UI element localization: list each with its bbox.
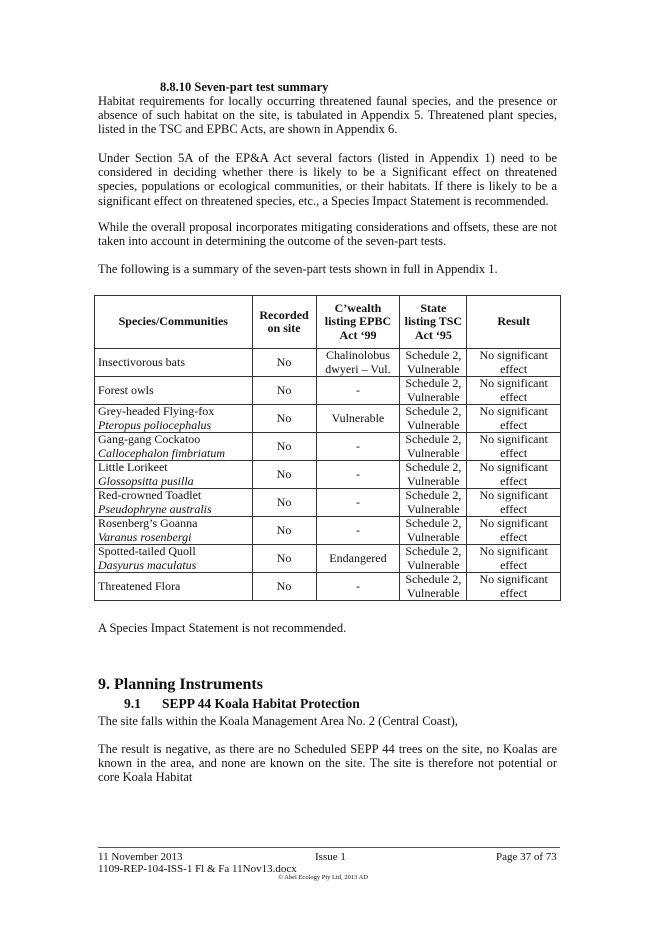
species-common-name: Threatened Flora [98,578,181,593]
cell-recorded: No [252,489,316,517]
cell-state: Schedule 2, Vulnerable [400,545,467,573]
species-scientific-name: Varanus rosenbergi [98,529,192,544]
species-common-name: Insectivorous bats [98,354,185,369]
paragraph-habitat: Habitat requirements for locally occurring threatened faunal species, and the presence or absence of such habitat on the site, is tabulated in Appendix 5. Threatened plant species, listed in the TSC and EPBC Acts, are shown in Appendix 6. [98,94,557,137]
cell-species [95,461,253,489]
cell-species [95,377,253,405]
planning-heading: 9. Planning Instruments [98,676,263,693]
cell-result: No significant effect [467,405,561,433]
cell-result: No significant effect [467,461,561,489]
header-species: Species/Communities [95,296,253,349]
species-common-name: Grey-headed Flying-fox [98,404,215,418]
cell-recorded: No [252,545,316,573]
species-common-name: Little Lorikeet [98,460,168,474]
species-common-name: Gang-gang Cockatoo [98,432,201,446]
cell-state: Schedule 2, Vulnerable [400,349,467,377]
cell-result: No significant effect [467,433,561,461]
sepp44-subheading [124,696,360,712]
cell-recorded: No [252,573,316,601]
cell-result: No significant effect [467,349,561,377]
footer-date: 11 November 2013 [98,851,183,863]
cell-recorded: No [252,433,316,461]
cell-species [95,545,253,573]
cell-cwealth: Vulnerable [316,405,400,433]
cell-species [95,489,253,517]
paragraph-koala-area: The site falls within the Koala Management Area No. 2 (Central Coast), [98,714,458,728]
species-scientific-name: Dasyurus maculatus [98,557,197,572]
table-header-row [95,296,561,349]
cell-state: Schedule 2, Vulnerable [400,433,467,461]
footer-issue: Issue 1 [315,851,346,863]
cell-result: No significant effect [467,517,561,545]
species-common-name: Rosenberg’s Goanna [98,516,198,530]
cell-species [95,349,253,377]
table-row [95,405,561,433]
seven-part-test-table [94,295,561,601]
table-row [95,545,561,573]
table-row [95,489,561,517]
cell-state: Schedule 2, Vulnerable [400,461,467,489]
cell-recorded: No [252,517,316,545]
species-common-name: Spotted-tailed Quoll [98,544,196,558]
cell-result: No significant effect [467,489,561,517]
cell-result: No significant effect [467,573,561,601]
header-recorded: Recorded on site [252,296,316,349]
header-result: Result [467,296,561,349]
cell-species [95,517,253,545]
cell-result: No significant effect [467,545,561,573]
table-row [95,349,561,377]
cell-cwealth: - [316,377,400,405]
species-common-name: Red-crowned Toadlet [98,488,202,502]
species-common-name: Forest owls [98,382,154,397]
paragraph-section-5a: Under Section 5A of the EP&A Act several factors (listed in Appendix 1) need to be considered in deciding whether there is likely to be a Significant effect on threatened species, populations or ecological communities, or their habitats. If there is likely to be a significant effect on threatened species, etc., a Species Impact Statement is recommended. [98,151,557,208]
cell-cwealth: - [316,433,400,461]
paragraph-mitigation: While the overall proposal incorporates mitigating considerations and offsets, these are not taken into account in determining the outcome of the seven-part tests. [98,220,557,249]
paragraph-koala-result: The result is negative, as there are no Scheduled SEPP 44 trees on the site, no Koalas are known in the area, and none are known on the site. The site is therefore not potential or core Koala Habitat [98,742,557,785]
footer-copyright: © Abel Ecology Pty Ltd, 2013 AD [278,874,368,881]
table-row [95,517,561,545]
table-row [95,377,561,405]
cell-species [95,405,253,433]
cell-cwealth: - [316,517,400,545]
section-heading: 8.8.10 Seven-part test summary [160,80,329,94]
cell-cwealth: Chalinolobus dwyeri – Vul. [316,349,400,377]
table-row [95,461,561,489]
cell-recorded: No [252,349,316,377]
cell-species [95,573,253,601]
cell-state: Schedule 2, Vulnerable [400,377,467,405]
paragraph-summary-intro: The following is a summary of the seven-part tests shown in full in Appendix 1. [98,262,498,276]
cell-result: No significant effect [467,377,561,405]
header-state: State listing TSC Act ‘95 [400,296,467,349]
cell-cwealth: Endangered [316,545,400,573]
cell-recorded: No [252,405,316,433]
cell-cwealth: - [316,573,400,601]
cell-state: Schedule 2, Vulnerable [400,517,467,545]
subheading-title: SEPP 44 Koala Habitat Protection [162,696,360,711]
species-scientific-name: Pseudophryne australis [98,501,212,516]
cell-cwealth: - [316,489,400,517]
footer-docref: 1109-REP-104-ISS-1 Fl & Fa 11Nov13.docx [98,863,297,875]
header-cwealth: C’wealth listing EPBC Act ‘99 [316,296,400,349]
species-scientific-name: Glossopsitta pusilla [98,473,194,488]
cell-state: Schedule 2, Vulnerable [400,573,467,601]
cell-species [95,433,253,461]
species-scientific-name: Callocephalon fimbriatum [98,445,225,460]
footer-page: Page 37 of 73 [496,851,557,863]
subheading-number: 9.1 [124,696,141,711]
table-row [95,573,561,601]
cell-state: Schedule 2, Vulnerable [400,489,467,517]
cell-recorded: No [252,377,316,405]
cell-recorded: No [252,461,316,489]
sis-statement: A Species Impact Statement is not recommended. [98,621,347,635]
footer-divider [98,847,560,848]
cell-state: Schedule 2, Vulnerable [400,405,467,433]
species-scientific-name: Pteropus poliocephalus [98,417,212,432]
table-row [95,433,561,461]
cell-cwealth: - [316,461,400,489]
